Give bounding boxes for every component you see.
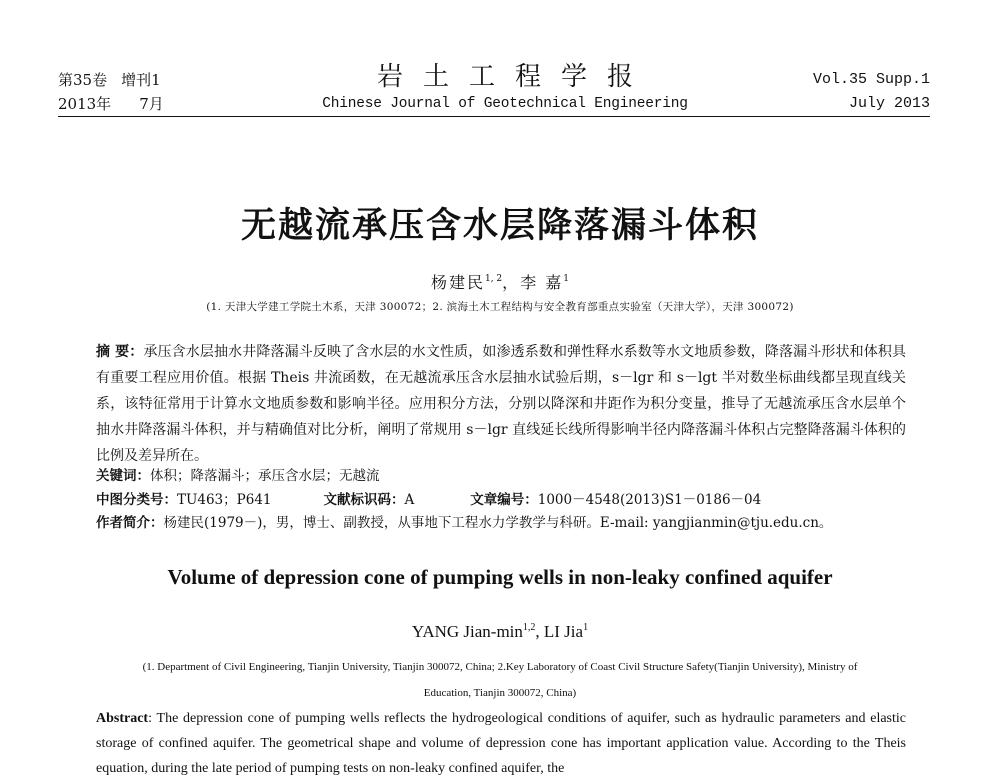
classification-line [96, 489, 906, 511]
author1-en: YANG Jian-min [411, 622, 523, 641]
bio-text: 杨建民(1979－)，男，博士、副教授，从事地下工程水力学教学与科研。E-mail: yangjianmin@tju.edu.cn。 [163, 515, 833, 531]
affiliation-en: (1. Department of Civil Engineering, Tianjin University, Tianjin 300072, China; 2.Key Laboratory of Coast Civil Structure Safety(Tianjin University), Ministry of Education, Tianjin 300072, China) [142, 661, 858, 699]
doc-code-value: A [404, 492, 415, 508]
abstract-label-en: Abstract [96, 711, 149, 726]
clc-value: TU463；P641 [177, 492, 272, 508]
author-sep-cn: ， [502, 273, 521, 292]
author1-en-sup: 1,2 [522, 622, 536, 633]
paper-title-en: Volume of depression cone of pumping wells in non-leaky confined aquifer [167, 565, 833, 589]
journal-issue-cn [58, 68, 164, 116]
author2-en: LI Jia [543, 622, 584, 641]
clc-label: 中图分类号： [96, 492, 177, 508]
abstract-cn [96, 339, 906, 469]
author2-cn-sup: 1 [563, 274, 570, 284]
affiliation-cn: (1. 天津大学建工学院土木系，天津 300072；2. 滨海土木工程结构与安全教育部重点实验室（天津大学），天津 300072) [206, 301, 794, 313]
abstract-colon-en: : [148, 711, 157, 726]
abstract-en [96, 706, 906, 781]
month-cn: 7月 [139, 95, 164, 113]
author1-cn-sup: 1, 2 [484, 274, 503, 284]
date-en: July 2013 [848, 95, 930, 112]
authors-en [0, 622, 1000, 642]
article-no-label: 文章编号： [470, 492, 538, 508]
doc-code-label: 文献标识码： [323, 492, 405, 508]
keywords-cn [96, 465, 906, 487]
journal-issue-en [813, 68, 930, 116]
abstract-label-cn: 摘 要： [96, 344, 144, 360]
abstract-text-en: The depression cone of pumping wells reflects the hydrogeological conditions of aquifer, such as hydraulic parameters and elastic storage of confined aquifer. The geometrical shape and volume of depression cone has important application value. According to the Theis equation, during the late period of pumping tests on non-leaky confined aquifer, the [96, 711, 906, 776]
keywords-label: 关键词： [96, 468, 150, 484]
volume-en: Vol.35 Supp.1 [812, 71, 930, 88]
journal-name [300, 62, 710, 114]
volume-cn: 第35卷 [58, 71, 108, 89]
author2-cn: 李 嘉 [520, 273, 564, 292]
header-rule [58, 116, 930, 117]
journal-name-cn: 岩土工程学报 [376, 62, 653, 92]
supplement-cn: 增刊1 [121, 71, 161, 89]
paper-title-cn: 无越流承压含水层降落漏斗体积 [240, 206, 759, 246]
abstract-text-cn: 承压含水层抽水井降落漏斗反映了含水层的水文性质，如渗透系数和弹性释水系数等水文地质参数，降落漏斗形状和体积具有重要工程应用价值。根据 Theis 井流函数，在无越流承压含水层抽水试验后期，s－lgr 和 s－lgt 半对数坐标曲线都呈现直线关系，该特征常用于计算水文地质参数和影响半径。应用积分方法，分别以降深和井距作为积分变量，推导了无越流承压含水层单个抽水井降落漏斗体积，并与精确值对比分析，阐明了常规用 s－lgr 直线延长线所得影响半径内降落漏斗体积占完整降落漏斗体积的比例及差异所在。 [96, 344, 906, 464]
journal-name-en: Chinese Journal of Geotechnical Engineering [322, 96, 688, 112]
author-sep-en: , [535, 622, 544, 641]
article-no-value: 1000－4548(2013)S1－0186－04 [537, 492, 762, 508]
author1-cn: 杨建民 [430, 273, 485, 292]
author-bio [96, 512, 906, 534]
bio-label: 作者简介： [96, 515, 164, 531]
author2-en-sup: 1 [583, 622, 589, 633]
year-cn: 2013年 [58, 95, 112, 113]
keywords-text: 体积；降落漏斗；承压含水层；无越流 [150, 468, 380, 484]
authors-cn [0, 270, 1000, 293]
